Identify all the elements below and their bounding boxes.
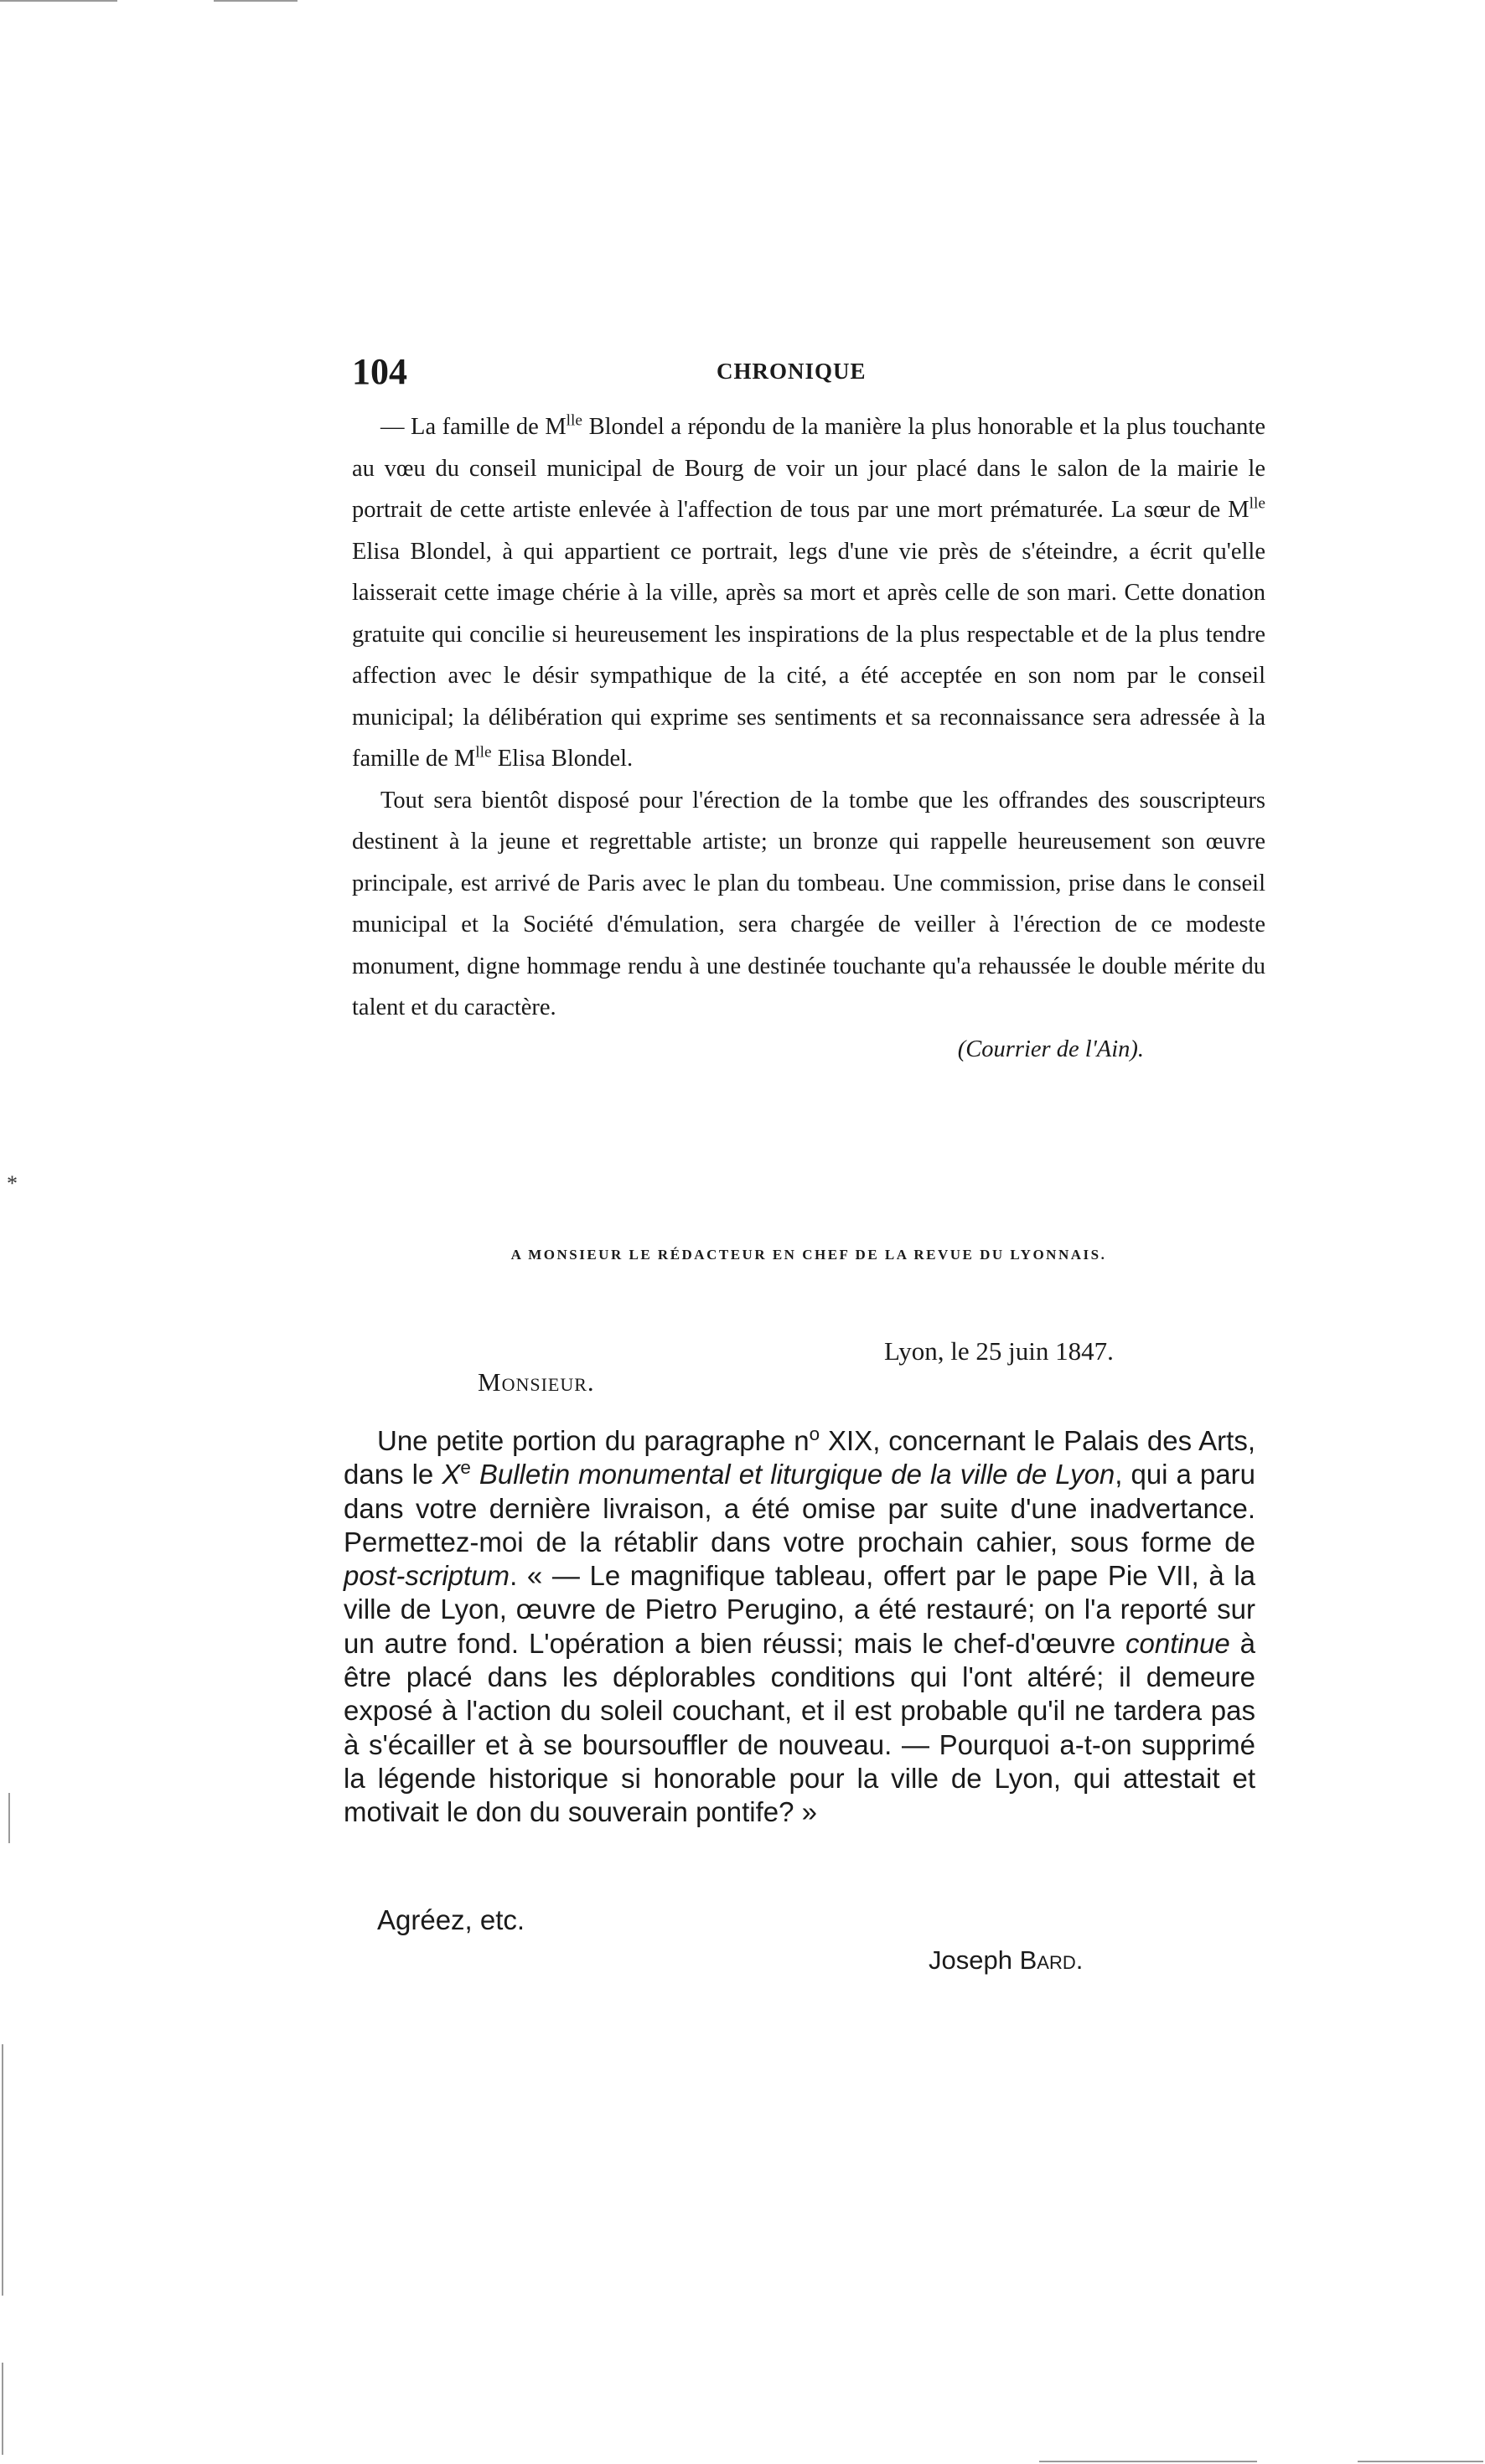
italic-run: X (442, 1459, 461, 1490)
letter-paragraph (344, 1424, 1255, 1830)
scan-edge-line (8, 1793, 10, 1843)
letter-heading: A MONSIEUR LE RÉDACTEUR EN CHEF DE LA REVUE DU LYONNAIS. (510, 1247, 1107, 1263)
italic-run: continue (1125, 1627, 1230, 1659)
text-run: , qui a paru dans votre dernière livraison, a été omise par suite d'une inadvertance. Permettez-moi de la rétablir dans votre prochain cahier, sous forme de (344, 1459, 1255, 1557)
text-run: Une petite portion du paragraphe n (377, 1425, 810, 1456)
source-credit: (Courrier de l'Ain). (957, 1036, 1144, 1062)
superscript: lle (1249, 494, 1265, 513)
scan-edge-line (2, 2044, 3, 2296)
letter-body (344, 1424, 1255, 1830)
signature-first-name: Joseph (929, 1945, 1012, 1975)
text-run: Elisa Blondel, à qui appartient ce portrait, legs d'une vie près de s'éteindre, a écrit qu'elle laisserait cette image chérie à la ville, après sa mort et après celle de son mari. Cette donation gratuite qui concilie si heureusement les inspirations de la plus respectable et de la plus tendre affection avec le désir sympathique de la cité, a été acceptée en son nom par le conseil municipal; la délibération qui exprime ses sentiments et sa reconnaissance sera adressée à la famille de M (352, 538, 1265, 772)
letter-signature (929, 1945, 1083, 1976)
scan-edge-line (1358, 2461, 1483, 2462)
italic-run: post-scriptum (344, 1560, 510, 1592)
article-paragraph (352, 406, 1265, 780)
scan-edge-line (2, 2363, 3, 2455)
signature-last-name: Bard. (1019, 1945, 1084, 1975)
article-paragraph: Tout sera bientôt disposé pour l'érection de la tombe que les offrandes des souscripteurs destinent à la jeune et regrettable artiste; un bronze qui rappelle heureusement son œuvre principale, est arrivé de Paris avec le plan du tombeau. Une commission, prise dans le conseil municipal et la Société d'émulation, sera chargée de veiller à l'érection de ce modeste monument, digne hommage rendu à une destinée touchante qu'a rehaussée le double mérite du talent et du caractère. (352, 787, 1265, 1020)
scan-edge-line (1039, 2461, 1257, 2462)
scan-edge-line (0, 0, 117, 2)
italic-run: Bulletin monumental et liturgique de la ville de Lyon (470, 1459, 1115, 1490)
text-run: Elisa Blondel. (491, 746, 634, 772)
text-run: — La famille de M (380, 414, 567, 440)
chronicle-article (352, 406, 1265, 1070)
text-run: XIX, concernant le Palais des Arts, dans le (344, 1425, 1255, 1490)
superscript: lle (475, 743, 492, 762)
letter-closing: Agréez, etc. (377, 1904, 525, 1935)
superscript: lle (566, 411, 583, 430)
margin-mark: * (7, 1171, 18, 1196)
page-number: 104 (352, 351, 407, 392)
running-title: CHRONIQUE (717, 359, 867, 384)
text-run: Blondel a répondu de la manière la plus honorable et la plus touchante au vœu du conseil municipal de Bourg de voir un jour placé dans le salon de la mairie le portrait de cette artiste enlevée à l'affection de tous par une mort prématurée. La sœur de M (352, 414, 1266, 523)
scan-edge-line (214, 0, 298, 2)
letter-dateline: Lyon, le 25 juin 1847. (884, 1336, 1114, 1366)
letter-salutation: Monsieur. (478, 1367, 595, 1397)
text-run: . « — Le magnifique tableau, offert par le pape Pie VII, à la ville de Lyon, œuvre de Pietro Perugino, a été restauré; on l'a reporté sur un autre fond. L'opération a bien réussi; mais le chef-d'œuvre (344, 1560, 1255, 1659)
superscript: e (460, 1457, 471, 1479)
superscript: o (809, 1423, 820, 1444)
text-run: à être placé dans les déplorables conditions qui l'ont altéré; il demeure exposé à l'action du soleil couchant, et il est probable qu'il ne tardera pas à s'écailler et à se boursouffler de nouveau. — Pourquoi a-t-on supprimé la légende historique si honorable pour la ville de Lyon, qui attestait et motivait le don du souverain pontife? » (344, 1627, 1255, 1828)
